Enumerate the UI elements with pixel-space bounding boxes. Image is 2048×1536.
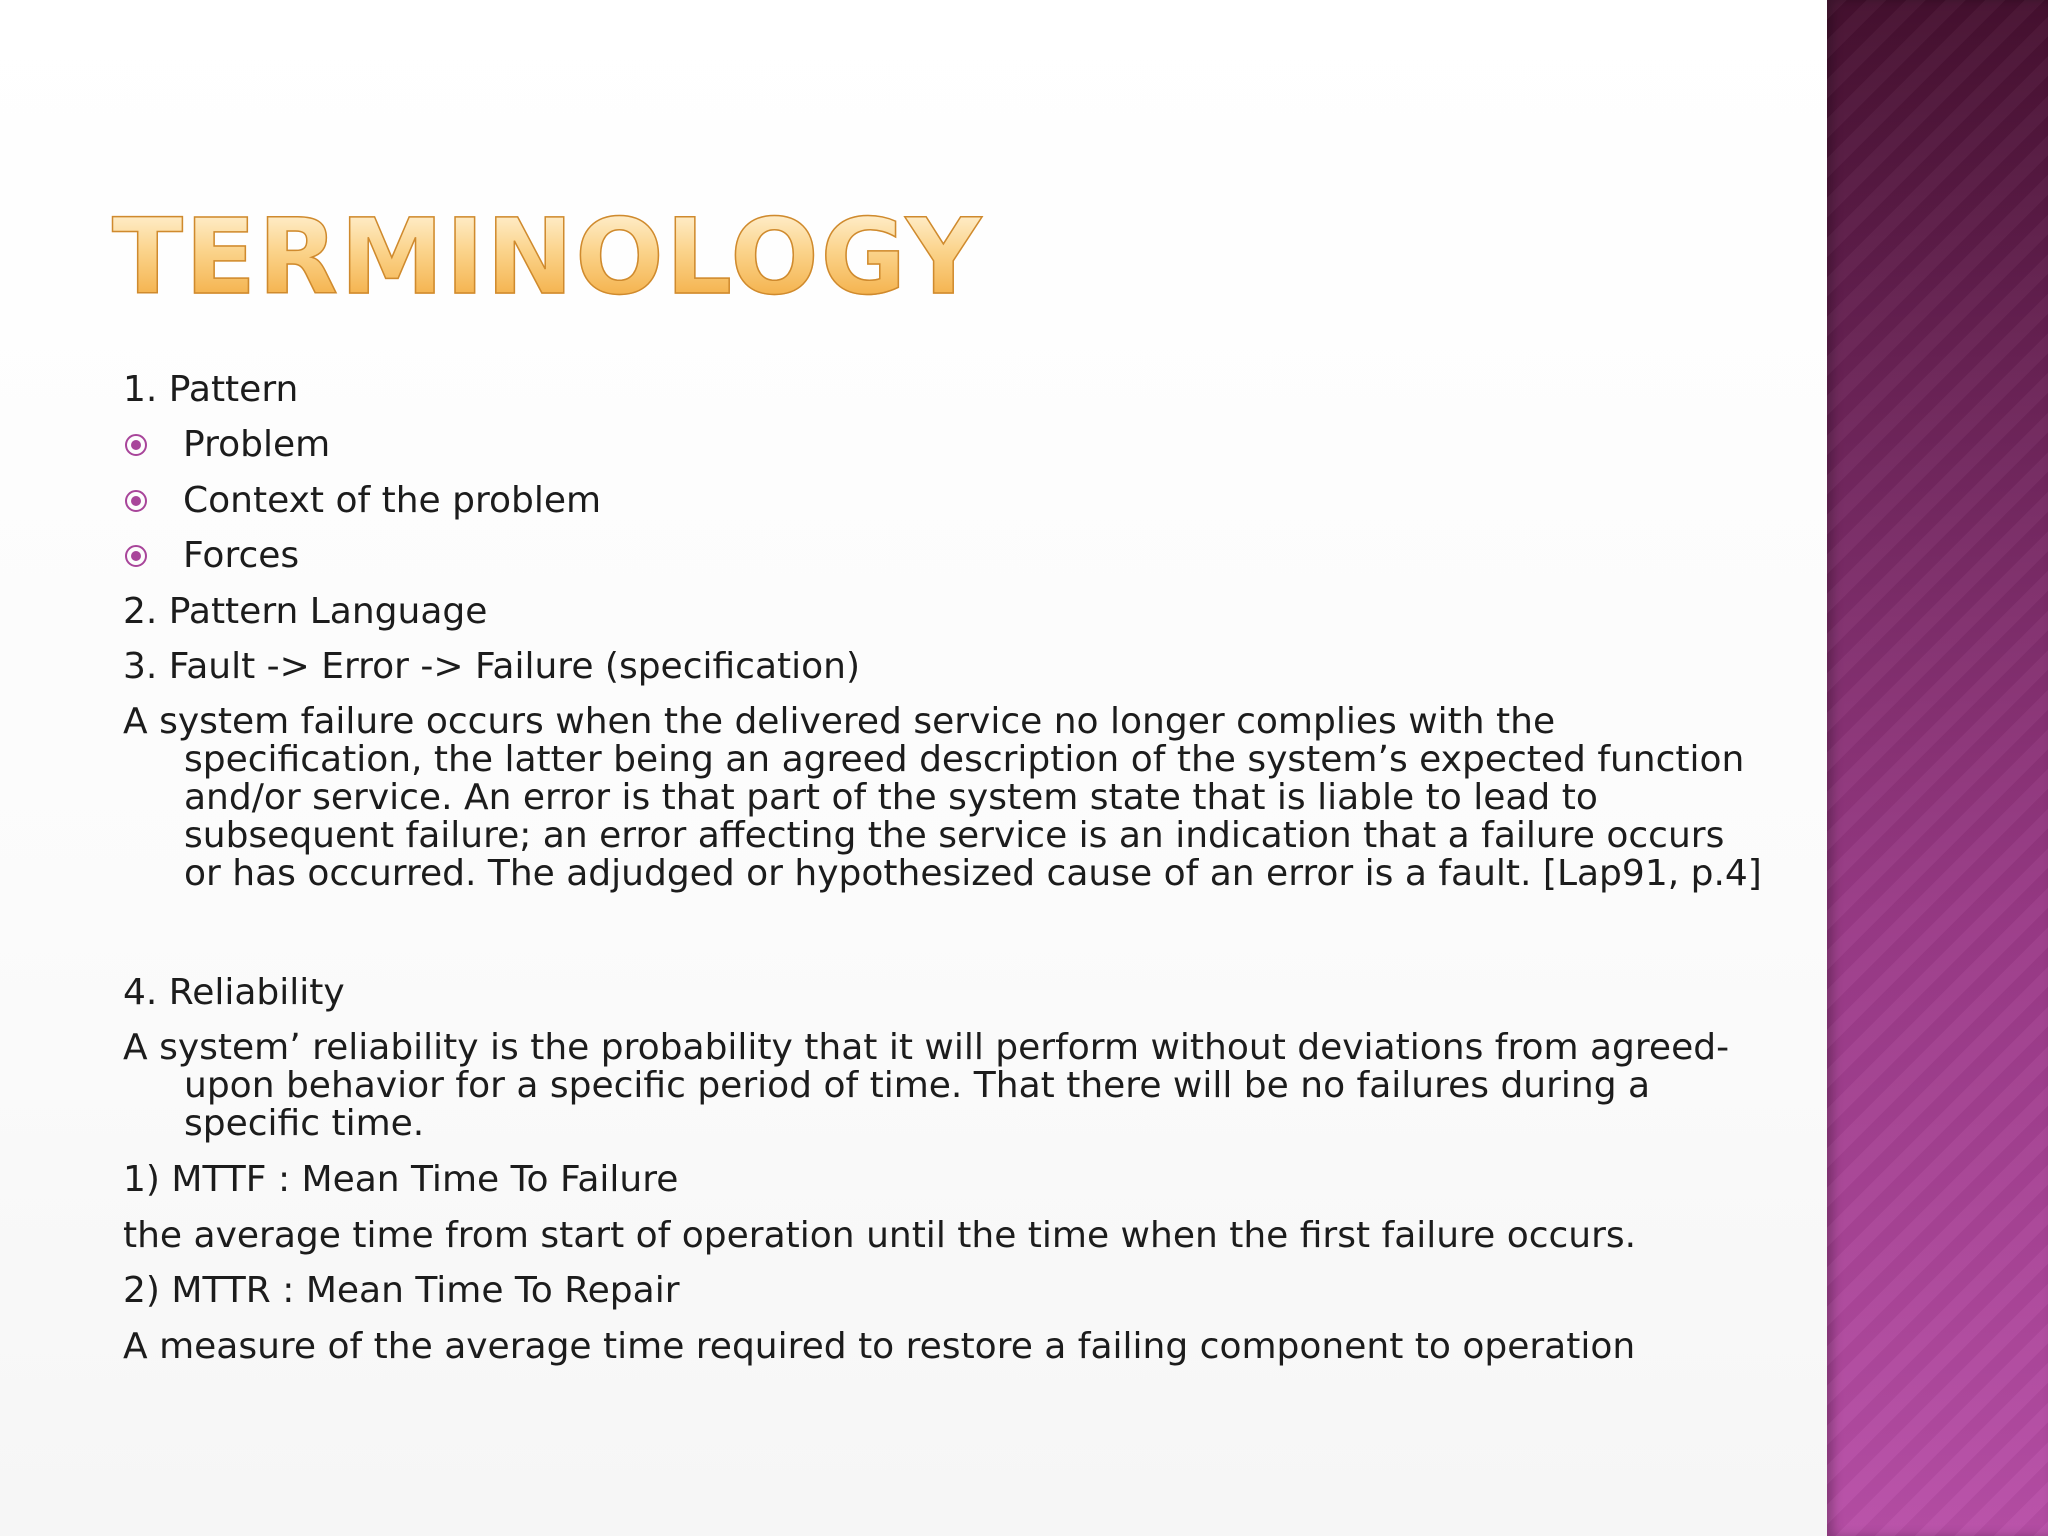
- mttf-text: the average time from start of operation until the time when the first failure occurs.: [123, 1214, 1637, 1256]
- fault-heading: 3. Fault -> Error -> Failure (specification): [123, 646, 861, 688]
- fault-definition-paragraph: A system failure occurs when the delivered service no longer complies with the specification, the latter being an agreed description of the system’s expected function and/or service. An error is that part of the system state that is liable to lead to subsequent failure; an error affecting the service is an indication that a failure occurs or has occurred. The adjudged or hypothesized cause of an error is a fault. [Lap91, p.4]: [123, 701, 1762, 894]
- radio-bullet-icon: [125, 490, 147, 512]
- spacer: [123, 903, 1703, 965]
- decorative-side-band: [1827, 0, 2048, 1536]
- pattern-heading: 1. Pattern: [123, 368, 299, 410]
- mttr-text: A measure of the average time required to restore a failing component to operation: [123, 1325, 1636, 1367]
- pattern-language-heading: 2. Pattern Language: [123, 590, 488, 632]
- radio-bullet-icon: [125, 545, 147, 567]
- mttf-heading: 1) MTTF : Mean Time To Failure: [123, 1159, 679, 1201]
- slide-title: TERMINOLOGY: [112, 196, 984, 318]
- mttr-heading: 2) MTTR : Mean Time To Repair: [123, 1270, 680, 1312]
- bullet-item: Forces: [123, 529, 1703, 585]
- radio-bullet-icon: [125, 434, 147, 456]
- reliability-heading: 4. Reliability: [123, 971, 345, 1013]
- slide-content: [123, 362, 1762, 1375]
- bullet-item: Context of the problem: [123, 473, 1703, 529]
- bullet-item: Problem: [123, 418, 1703, 474]
- reliability-paragraph: A system’ reliability is the probability that it will perform without deviations from agreed-upon behavior for a specific period of time. That there will be no failures during a specific time.: [123, 1026, 1730, 1144]
